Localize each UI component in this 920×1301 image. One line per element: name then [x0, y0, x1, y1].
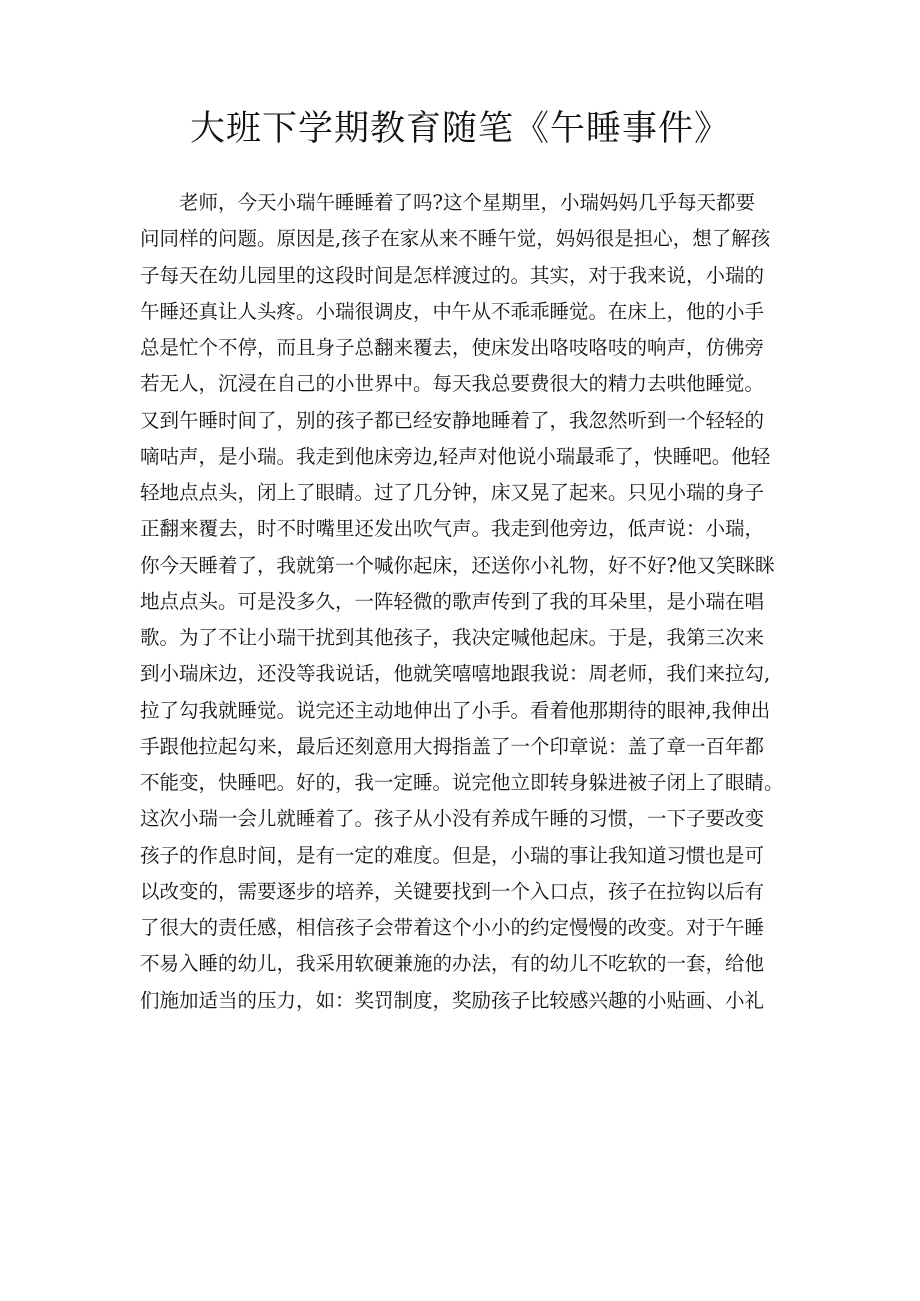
text-line: 午睡还真让人头疼。小瑞很调皮，中午从不乖乖睡觉。在床上，他的小手 — [140, 299, 765, 323]
text-line: 歌。为了不让小瑞干扰到其他孩子，我决定喊他起床。于是，我第三次来 — [140, 626, 765, 649]
text-line: 们施加适当的压力，如：奖罚制度，奖励孩子比较感兴趣的小贴画、小礼 — [140, 988, 765, 1012]
page-title: 大班下学期教育随笔《午睡事件》 — [189, 109, 730, 149]
text-line: 问同样的问题。原因是,孩子在家从来不睡午觉，妈妈很是担心，想了解孩 — [140, 227, 771, 251]
text-line: 总是忙个不停，而且身子总翻来覆去，使床发出咯吱咯吱的响声，仿佛旁 — [140, 336, 765, 359]
text-line: 正翻来覆去，时不时嘴里还发出吹气声。我走到他旁边，低声说：小瑞， — [140, 517, 765, 541]
text-line: 老师，今天小瑞午睡睡着了吗?这个星期里，小瑞妈妈几乎每天都要 — [179, 191, 755, 214]
text-line: 子每天在幼儿园里的这段时间是怎样渡过的。其实，对于我来说，小瑞的 — [140, 263, 765, 287]
text-line: 到小瑞床边，还没等我说话，他就笑嘻嘻地跟我说：周老师，我们来拉勾, — [140, 662, 771, 686]
text-line: 不易入睡的幼儿，我采用软硬兼施的办法，有的幼儿不吃软的一套，给他 — [140, 952, 765, 976]
text-line: 拉了勾我就睡觉。说完还主动地伸出了小手。看着他那期待的眼神,我伸出 — [140, 698, 771, 722]
text-line: 孩子的作息时间，是有一定的难度。但是，小瑞的事让我知道习惯也是可 — [140, 843, 765, 867]
text-line: 手跟他拉起勾来，最后还刻意用大拇指盖了一个印章说：盖了章一百年都 — [140, 734, 765, 758]
document-body — [140, 185, 800, 1019]
text-line: 地点点头。可是没多久，一阵轻微的歌声传到了我的耳朵里，是小瑞在唱 — [140, 589, 765, 613]
text-line: 了很大的责任感，相信孩子会带着这个小小的约定慢慢的改变。对于午睡 — [140, 916, 765, 939]
text-line: 你今天睡着了，我就第一个喊你起床，还送你小礼物，好不好?他又笑眯眯 — [140, 553, 775, 577]
text-line: 若无人，沉浸在自己的小世界中。每天我总要费很大的精力去哄他睡觉。 — [140, 372, 765, 396]
text-line: 又到午睡时间了，别的孩子都已经安静地睡着了，我忽然听到一个轻轻的 — [140, 408, 765, 432]
text-line: 嘀咕声，是小瑞。我走到他床旁边,轻声对他说小瑞最乖了，快睡吧。他轻 — [140, 444, 771, 468]
text-line: 轻地点点头，闭上了眼睛。过了几分钟，床又晃了起来。只见小瑞的身子 — [140, 481, 765, 504]
text-line: 以改变的，需要逐步的培养，关键要找到一个入口点，孩子在拉钩以后有 — [140, 879, 765, 903]
text-line: 不能变，快睡吧。好的，我一定睡。说完他立即转身躲进被子闭上了眼睛。 — [140, 771, 784, 794]
text-line: 这次小瑞一会儿就睡着了。孩子从小没有养成午睡的习惯，一下子要改变 — [140, 807, 765, 831]
